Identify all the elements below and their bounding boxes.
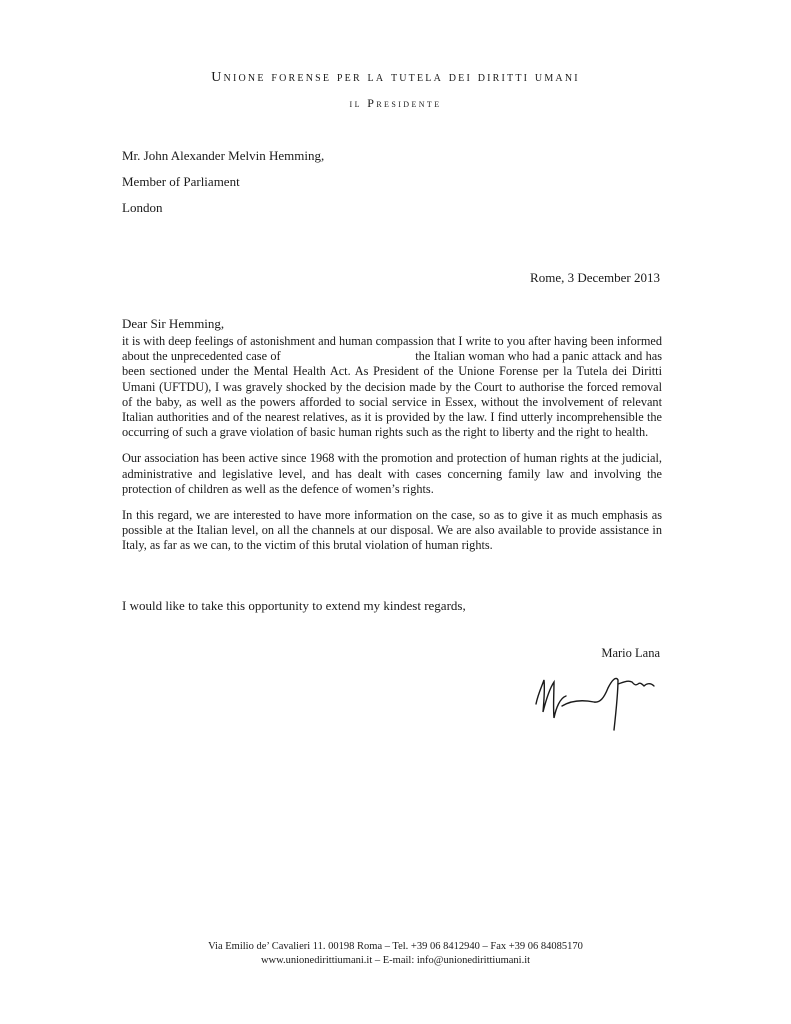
letter-date: Rome, 3 December 2013 [530,270,660,285]
body-paragraph-3: In this regard, we are interested to have more information on the case, so as to give it as much emphasis as possible at the Italian level, on all the channels at our disposal. We are also available to provide assistance in Italy, as far as we can, to the victim of this brutal violation of human rights. [122,508,662,553]
body-paragraph-1: it is with deep feelings of astonishment and human compassion that I write to you after having been informed about the unprecedented case of the Italian woman who had a panic attack and has been sectioned under the Mental Health Act. As President of the Unione Forense per la Tutela dei Diritti Umani (UFTDU), I was gravely shocked by the decision made by the Court to authorise the forced removal of the baby, as well as the powers afforded to social service in Essex, without the involvement of relevant Italian authorities and of the nearest relatives, as it is provided by the law. I find utterly incomprehensible the occurring of such a grave violation of basic human rights such as the right to liberty and the right to health. [122,334,666,440]
signer-name: Mario Lana [601,646,660,660]
letterhead-subtitle: il Presidente [349,96,442,110]
footer-contacts: www.unionedirittiumani.it – E-mail: info@unionedirittiumani.it [260,955,531,966]
recipient-title: Member of Parliament [122,174,240,189]
body-paragraph-2: Our association has been active since 1968 with the promotion and protection of human rights at the judicial, administrative and legislative level, and has dealt with cases concerning family law and involving the protection of children as well as the defence of women’s rights. [122,451,662,496]
handwritten-signature [528,666,658,734]
closing-line: I would like to take this opportunity to extend my kindest regards, [122,598,466,613]
recipient-city: London [122,200,163,215]
letterhead-footer [0,940,791,968]
recipient-name: Mr. John Alexander Melvin Hemming, [122,148,325,163]
recipient-block [122,143,324,221]
letterhead-title: Unione forense per la tutela dei diritti umani [211,70,580,85]
letter-body [122,334,666,565]
footer-address: Via Emilio de’ Cavalieri 11. 00198 Roma – Tel. +39 06 8412940 – Fax +39 06 84085170 [208,941,583,952]
salutation: Dear Sir Hemming, [122,316,225,331]
